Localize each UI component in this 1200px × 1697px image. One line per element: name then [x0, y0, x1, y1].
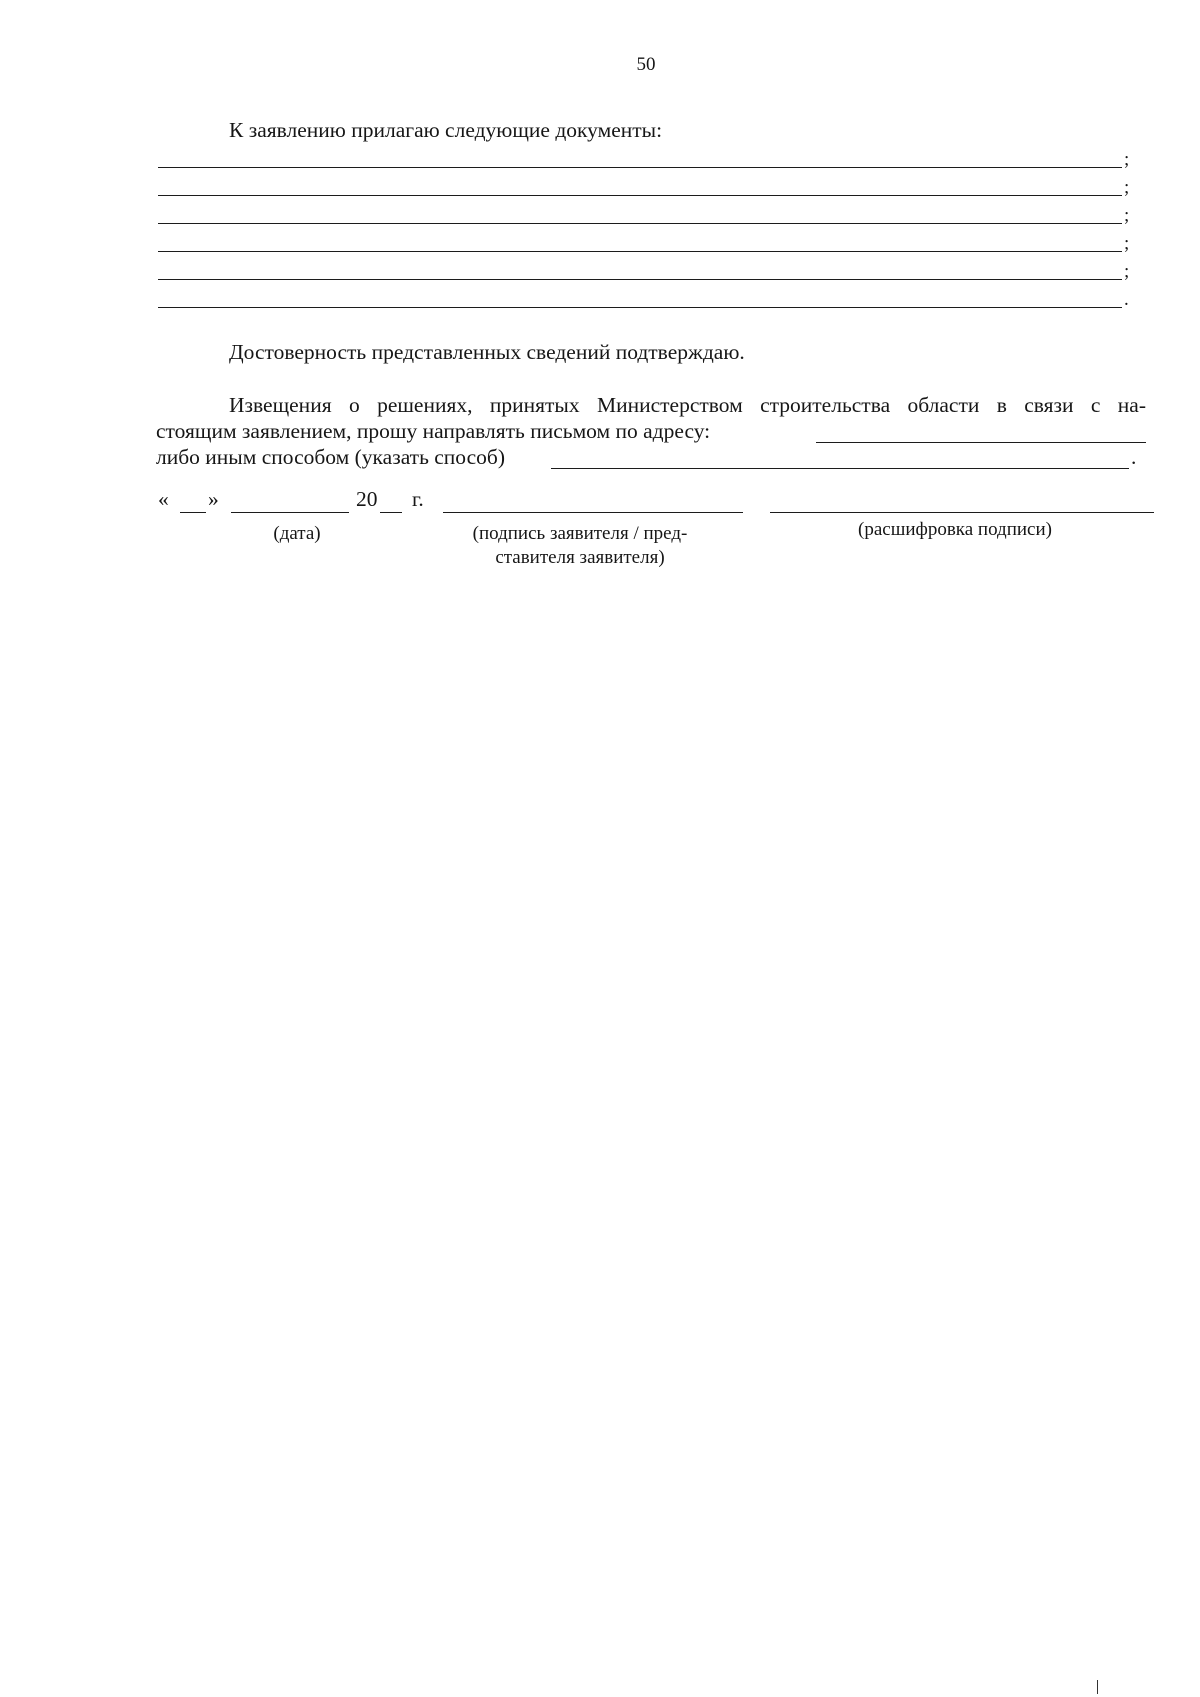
signature-decoding-field-line[interactable] — [770, 512, 1154, 513]
caption-signature-line-2: ставителя заявителя) — [495, 547, 665, 568]
quote-close: » — [208, 487, 219, 511]
notice-line-2-text: стоящим заявлением, прошу направлять письмом по адресу: — [156, 419, 711, 443]
day-field-line[interactable] — [180, 512, 206, 513]
notice-line-3-text: либо иным способом (указать способ) — [156, 445, 505, 469]
notice-line-2 — [156, 418, 1146, 444]
other-method-field-line[interactable] — [551, 468, 1129, 469]
attachment-line-5-end: ; — [1124, 261, 1130, 282]
quote-open: « — [158, 487, 169, 511]
notice-line-1: Извещения о решениях, принятых Министерством строительства области в связи с на- — [229, 393, 1146, 417]
confirmation-statement: Достоверность представленных сведений подтверждаю. — [229, 340, 745, 364]
attachment-line-4-end: ; — [1124, 233, 1130, 254]
notice-line-3 — [156, 444, 1146, 470]
caption-signature — [430, 522, 730, 570]
attachment-line-3-end: ; — [1124, 205, 1130, 226]
attachment-line-6[interactable] — [158, 307, 1122, 308]
attachment-line-6-end: . — [1124, 289, 1129, 310]
attachment-line-2-end: ; — [1124, 177, 1130, 198]
year-field-line[interactable] — [380, 512, 402, 513]
year-suffix: г. — [412, 487, 424, 511]
notice-paragraph — [156, 392, 1146, 470]
attachment-line-4[interactable] — [158, 251, 1122, 252]
scan-edge-mark — [1097, 1680, 1098, 1694]
attachment-line-5[interactable] — [158, 279, 1122, 280]
signature-row — [156, 487, 1156, 517]
notice-line-3-end: . — [1131, 445, 1137, 469]
month-field-line[interactable] — [231, 512, 349, 513]
caption-signature-line-1: (подпись заявителя / пред- — [472, 523, 688, 544]
attachment-line-1[interactable] — [158, 167, 1122, 168]
page-number: 50 — [636, 54, 656, 75]
caption-date: (дата) — [273, 523, 321, 544]
attachment-line-3[interactable] — [158, 223, 1122, 224]
caption-decoding: (расшифровка подписи) — [858, 519, 1052, 540]
address-field-line[interactable] — [816, 442, 1146, 443]
attachments-intro: К заявлению прилагаю следующие документы: — [229, 118, 663, 142]
year-prefix: 20 — [356, 487, 378, 511]
attachment-line-1-end: ; — [1124, 149, 1130, 170]
signature-field-line[interactable] — [443, 512, 743, 513]
attachment-line-2[interactable] — [158, 195, 1122, 196]
